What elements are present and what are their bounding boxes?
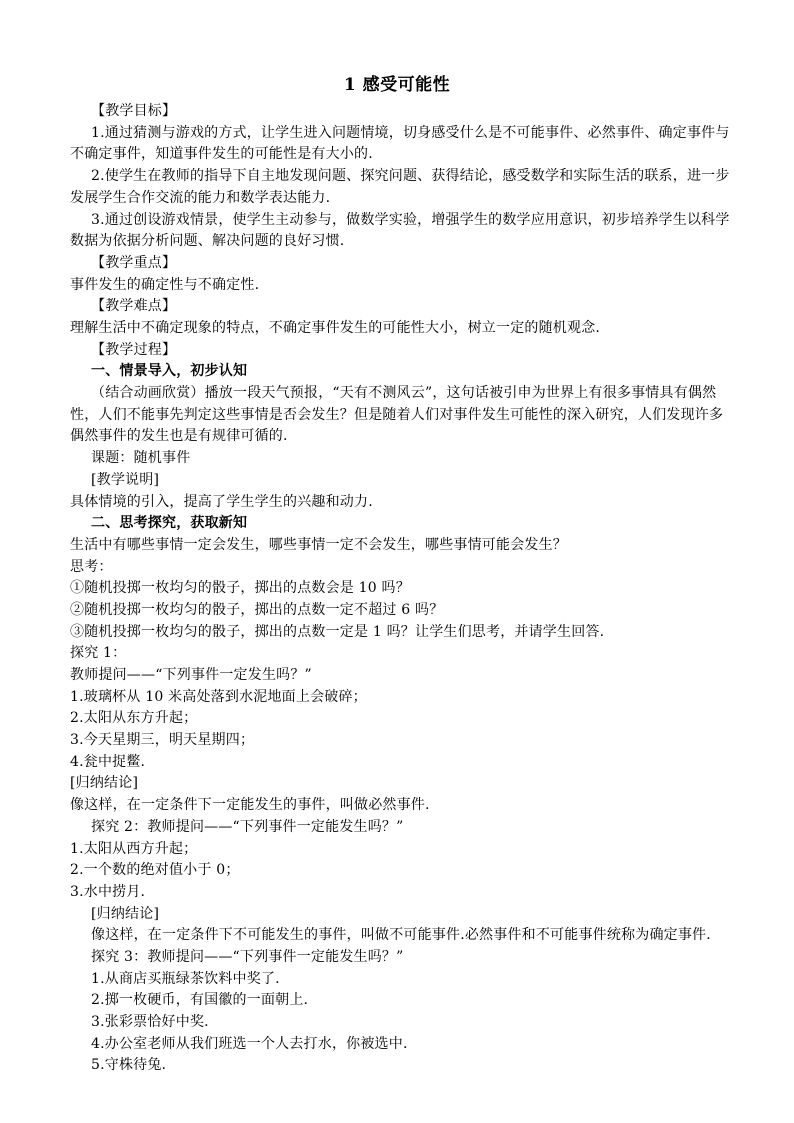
question-1: ①随机投掷一枚均匀的骰子，掷出的点数会是 10 吗？ <box>70 580 410 597</box>
key-point-text: 事件发生的确定性与不确定性. <box>70 276 260 293</box>
explore2-conclusion-label: [归纳结论] <box>91 905 160 922</box>
section1-note-text: 具体情境的引入，提高了学生学生的兴趣和动力. <box>70 493 373 510</box>
explore1-conclusion-label: [归纳结论] <box>70 775 139 792</box>
key-point-heading: 【教学重点】 <box>91 254 177 271</box>
section1-note-label: [教学说明] <box>91 471 160 488</box>
explore2-conclusion <box>70 925 734 947</box>
objective-item-1 <box>70 123 734 166</box>
section1-topic: 课题：随机事件 <box>91 450 191 467</box>
question-2: ②随机投掷一枚均匀的骰子，掷出的点数一定不超过 6 吗？ <box>70 601 444 618</box>
explore1-item-4: 4.瓮中捉鳖. <box>70 753 146 770</box>
explore2-item-1: 1.太阳从西方升起； <box>70 840 198 857</box>
explore3-item-3: 3.张彩票恰好中奖. <box>91 1014 209 1031</box>
difficulty-text: 理解生活中不确定现象的特点，不确定事件发生的可能性大小，树立一定的随机观念. <box>70 319 601 336</box>
explore2-conclusion-text: 像这样，在一定条件下不可能发生的事件，叫做不可能事件.必然事件和不可能事件统称为确定事件. <box>91 927 711 944</box>
page-title: 1 感受可能性 <box>343 75 451 95</box>
section2-intro: 生活中有哪些事情一定会发生，哪些事情一定不会发生，哪些事情可能会发生？ <box>70 536 567 553</box>
question-3: ③随机投掷一枚均匀的骰子，掷出的点数一定是 1 吗？让学生们思考，并请学生回答. <box>70 623 605 640</box>
explore1-prompt: 教师提问——“下列事件一定发生吗？” <box>70 667 312 684</box>
explore3-prompt: 探究 3：教师提问——“下列事件一定能发生吗？” <box>91 948 404 965</box>
explore2-prompt: 探究 2：教师提问——“下列事件一定能发生吗？” <box>91 818 404 835</box>
explore2-item-2: 2.一个数的绝对值小于 0； <box>70 862 240 879</box>
section1-paragraph <box>70 383 734 448</box>
explore2-item-3: 3.水中捞月. <box>70 883 146 900</box>
think-label: 思考： <box>70 558 113 575</box>
explore3-item-2: 2.掷一枚硬币，有国徽的一面朝上. <box>91 992 309 1009</box>
objective-item-2-text: 2.使学生在教师的指导下自主地发现问题、探究问题、获得结论，感受数学和实际生活的联系，进一步发展学生合作交流的能力和数学表达能力. <box>70 168 730 206</box>
objectives-heading: 【教学目标】 <box>91 103 177 119</box>
explore1-item-1: 1.玻璃杯从 10 米高处落到水泥地面上会破碎； <box>70 688 367 705</box>
difficulty-heading: 【教学难点】 <box>91 298 177 315</box>
explore3-item-1: 1.从商店买瓶绿茶饮料中奖了. <box>91 970 280 987</box>
explore1-conclusion: 像这样，在一定条件下一定能发生的事件，叫做必然事件. <box>70 797 430 814</box>
explore3-item-4: 4.办公室老师从我们班选一个人去打水，你被选中. <box>91 1035 408 1052</box>
section1-heading-plain: 一、情景导入， <box>91 363 191 380</box>
document-body <box>70 101 734 1077</box>
objective-item-2 <box>70 166 734 209</box>
process-heading: 【教学过程】 <box>91 341 177 358</box>
section1-paragraph-text: （结合动画欣赏）播放一段天气预报，“天有不测风云”，这句话被引申为世界上有很多事情具有偶然性，人们不能事先判定这些事情是否会发生？但是随着人们对事件发生可能性的深入研究，人们发现许多偶然事件的发生也是有规律可循的. <box>70 385 724 445</box>
objective-item-3-text: 3.通过创设游戏情景，使学生主动参与，做数学实验，增强学生的数学应用意识，初步培养学生以科学数据为依据分析问题、解决问题的良好习惯. <box>70 211 730 250</box>
explore1-item-3: 3.今天星期三，明天星期四； <box>70 732 255 749</box>
explore3-item-5: 5.守株待兔. <box>91 1057 167 1074</box>
section1-heading-bold: 初步认知 <box>190 363 248 380</box>
section2-heading: 二、思考探究，获取新知 <box>91 515 248 532</box>
objective-item-1-text: 1.通过猜测与游戏的方式，让学生进入问题情境，切身感受什么是不可能事件、必然事件、确定事件与不确定事件，知道事件发生的可能性是有大小的. <box>70 124 730 163</box>
objective-item-3 <box>70 210 734 253</box>
explore1-item-2: 2.太阳从东方升起； <box>70 710 198 727</box>
explore1-label: 探究 1： <box>70 645 127 662</box>
section1-heading <box>70 361 734 383</box>
